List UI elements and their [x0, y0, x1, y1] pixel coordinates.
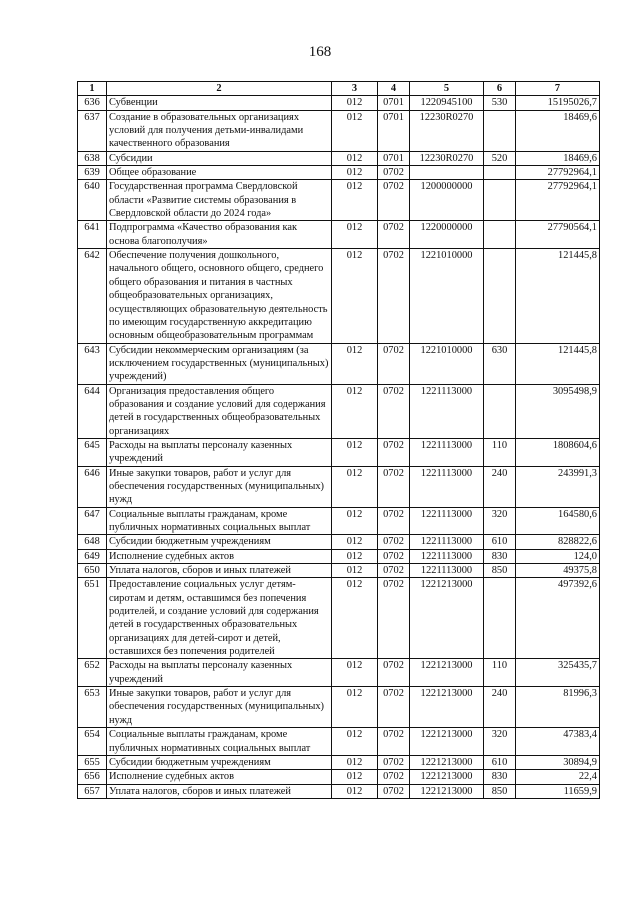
expense-name-cell: Социальные выплаты гражданам, кроме публичных нормативных социальных выплат [107, 728, 332, 756]
row-number-cell: 645 [78, 438, 107, 466]
table-header-row [78, 82, 600, 96]
row-number-cell: 646 [78, 466, 107, 507]
table-row [78, 249, 600, 343]
ministry-code-cell: 012 [332, 687, 378, 728]
section-code-cell: 0702 [378, 343, 410, 384]
amount-cell: 325435,7 [516, 659, 600, 687]
column-header: 5 [410, 82, 484, 96]
target-code-cell: 1221213000 [410, 578, 484, 659]
expense-type-cell [484, 221, 516, 249]
amount-cell: 164580,6 [516, 507, 600, 535]
target-code-cell: 1220000000 [410, 221, 484, 249]
table-row [78, 343, 600, 384]
expense-name-cell: Субсидии бюджетным учреждениям [107, 535, 332, 549]
expense-type-cell [484, 166, 516, 180]
row-number-cell: 649 [78, 549, 107, 563]
target-code-cell: 1221010000 [410, 249, 484, 343]
expense-name-cell: Социальные выплаты гражданам, кроме публичных нормативных социальных выплат [107, 507, 332, 535]
table-row [78, 166, 600, 180]
target-code-cell: 1221213000 [410, 770, 484, 784]
amount-cell: 243991,3 [516, 466, 600, 507]
section-code-cell: 0702 [378, 755, 410, 769]
ministry-code-cell: 012 [332, 755, 378, 769]
expense-name-cell: Организация предоставления общего образования и создание условий для содержания детей в государственных общеобразовательных организациях [107, 384, 332, 438]
section-code-cell: 0702 [378, 466, 410, 507]
section-code-cell: 0702 [378, 438, 410, 466]
ministry-code-cell: 012 [332, 166, 378, 180]
ministry-code-cell: 012 [332, 151, 378, 165]
expense-name-cell: Иные закупки товаров, работ и услуг для обеспечения государственных (муниципальных) нужд [107, 687, 332, 728]
ministry-code-cell: 012 [332, 466, 378, 507]
section-code-cell: 0702 [378, 535, 410, 549]
expense-type-cell: 830 [484, 770, 516, 784]
expense-name-cell: Уплата налогов, сборов и иных платежей [107, 564, 332, 578]
expense-name-cell: Создание в образовательных организациях условий для получения детьми-инвалидами качественного образования [107, 110, 332, 151]
amount-cell: 47383,4 [516, 728, 600, 756]
amount-cell: 81996,3 [516, 687, 600, 728]
table-row [78, 659, 600, 687]
section-code-cell: 0702 [378, 770, 410, 784]
table-row [78, 687, 600, 728]
ministry-code-cell: 012 [332, 770, 378, 784]
row-number-cell: 643 [78, 343, 107, 384]
target-code-cell: 1221113000 [410, 564, 484, 578]
row-number-cell: 653 [78, 687, 107, 728]
amount-cell: 828822,6 [516, 535, 600, 549]
section-code-cell: 0702 [378, 384, 410, 438]
ministry-code-cell: 012 [332, 180, 378, 221]
ministry-code-cell: 012 [332, 507, 378, 535]
row-number-cell: 648 [78, 535, 107, 549]
expense-name-cell: Предоставление социальных услуг детям-сиротам и детям, оставшимся без попечения родителей, и создание условий для содержания детей в государственных образовательных организациях для детей-сирот и детей, оставшихся без попечения родителей [107, 578, 332, 659]
ministry-code-cell: 012 [332, 564, 378, 578]
section-code-cell: 0702 [378, 564, 410, 578]
expense-name-cell: Субвенции [107, 96, 332, 110]
target-code-cell: 1221213000 [410, 728, 484, 756]
column-header: 3 [332, 82, 378, 96]
expense-type-cell: 240 [484, 687, 516, 728]
expense-type-cell: 320 [484, 507, 516, 535]
expense-name-cell: Субсидии некоммерческим организациям (за исключением государственных (муниципальных) учреждений) [107, 343, 332, 384]
ministry-code-cell: 012 [332, 343, 378, 384]
column-header: 2 [107, 82, 332, 96]
section-code-cell: 0702 [378, 549, 410, 563]
expense-type-cell: 240 [484, 466, 516, 507]
table-row [78, 535, 600, 549]
expense-type-cell [484, 110, 516, 151]
amount-cell: 27792964,1 [516, 180, 600, 221]
ministry-code-cell: 012 [332, 221, 378, 249]
amount-cell: 1808604,6 [516, 438, 600, 466]
section-code-cell: 0702 [378, 249, 410, 343]
table-row [78, 180, 600, 221]
expense-name-cell: Субсидии [107, 151, 332, 165]
table-row [78, 770, 600, 784]
expense-type-cell: 850 [484, 784, 516, 798]
budget-table [77, 81, 600, 799]
row-number-cell: 637 [78, 110, 107, 151]
amount-cell: 22,4 [516, 770, 600, 784]
ministry-code-cell: 012 [332, 438, 378, 466]
table-row [78, 96, 600, 110]
target-code-cell: 1221113000 [410, 549, 484, 563]
column-header: 6 [484, 82, 516, 96]
amount-cell: 30894,9 [516, 755, 600, 769]
row-number-cell: 651 [78, 578, 107, 659]
table-body [78, 96, 600, 799]
target-code-cell: 1221113000 [410, 438, 484, 466]
row-number-cell: 647 [78, 507, 107, 535]
row-number-cell: 639 [78, 166, 107, 180]
expense-type-cell: 110 [484, 438, 516, 466]
row-number-cell: 652 [78, 659, 107, 687]
amount-cell: 121445,8 [516, 343, 600, 384]
section-code-cell: 0702 [378, 578, 410, 659]
ministry-code-cell: 012 [332, 96, 378, 110]
expense-type-cell [484, 578, 516, 659]
row-number-cell: 642 [78, 249, 107, 343]
row-number-cell: 657 [78, 784, 107, 798]
row-number-cell: 638 [78, 151, 107, 165]
expense-name-cell: Расходы на выплаты персоналу казенных учреждений [107, 438, 332, 466]
row-number-cell: 655 [78, 755, 107, 769]
section-code-cell: 0702 [378, 507, 410, 535]
section-code-cell: 0702 [378, 659, 410, 687]
target-code-cell: 12230R0270 [410, 110, 484, 151]
target-code-cell: 1220945100 [410, 96, 484, 110]
column-header: 4 [378, 82, 410, 96]
row-number-cell: 641 [78, 221, 107, 249]
expense-name-cell: Государственная программа Свердловской области «Развитие системы образования в Свердловской области до 2024 года» [107, 180, 332, 221]
target-code-cell: 1221213000 [410, 784, 484, 798]
target-code-cell: 1221213000 [410, 755, 484, 769]
page-number: 168 [308, 44, 332, 60]
target-code-cell: 1221113000 [410, 535, 484, 549]
target-code-cell: 1200000000 [410, 180, 484, 221]
amount-cell: 27792964,1 [516, 166, 600, 180]
table-row [78, 221, 600, 249]
amount-cell: 3095498,9 [516, 384, 600, 438]
ministry-code-cell: 012 [332, 249, 378, 343]
ministry-code-cell: 012 [332, 110, 378, 151]
table-row [78, 151, 600, 165]
section-code-cell: 0702 [378, 221, 410, 249]
expense-type-cell: 110 [484, 659, 516, 687]
row-number-cell: 640 [78, 180, 107, 221]
expense-name-cell: Иные закупки товаров, работ и услуг для обеспечения государственных (муниципальных) нужд [107, 466, 332, 507]
section-code-cell: 0702 [378, 784, 410, 798]
table-row [78, 784, 600, 798]
row-number-cell: 644 [78, 384, 107, 438]
ministry-code-cell: 012 [332, 659, 378, 687]
amount-cell: 11659,9 [516, 784, 600, 798]
expense-name-cell: Обеспечение получения дошкольного, начального общего, основного общего, среднего общего образования и питания в частных общеобразовательных организациях, осуществляющих образовательную деятельность по имеющим государственную аккредитацию основным общеобразовательным программам [107, 249, 332, 343]
amount-cell: 15195026,7 [516, 96, 600, 110]
expense-type-cell: 830 [484, 549, 516, 563]
expense-name-cell: Исполнение судебных актов [107, 770, 332, 784]
table-row [78, 755, 600, 769]
ministry-code-cell: 012 [332, 784, 378, 798]
target-code-cell: 1221113000 [410, 384, 484, 438]
expense-type-cell: 850 [484, 564, 516, 578]
expense-name-cell: Уплата налогов, сборов и иных платежей [107, 784, 332, 798]
ministry-code-cell: 012 [332, 549, 378, 563]
row-number-cell: 656 [78, 770, 107, 784]
expense-type-cell: 520 [484, 151, 516, 165]
expense-type-cell [484, 249, 516, 343]
expense-name-cell: Подпрограмма «Качество образования как основа благополучия» [107, 221, 332, 249]
expense-name-cell: Исполнение судебных актов [107, 549, 332, 563]
expense-type-cell: 530 [484, 96, 516, 110]
section-code-cell: 0702 [378, 180, 410, 221]
amount-cell: 18469,6 [516, 110, 600, 151]
table-row [78, 466, 600, 507]
table-row [78, 549, 600, 563]
expense-type-cell [484, 180, 516, 221]
column-header: 7 [516, 82, 600, 96]
section-code-cell: 0702 [378, 166, 410, 180]
section-code-cell: 0701 [378, 96, 410, 110]
column-header: 1 [78, 82, 107, 96]
target-code-cell: 1221113000 [410, 466, 484, 507]
row-number-cell: 654 [78, 728, 107, 756]
row-number-cell: 636 [78, 96, 107, 110]
amount-cell: 497392,6 [516, 578, 600, 659]
target-code-cell: 1221213000 [410, 659, 484, 687]
ministry-code-cell: 012 [332, 384, 378, 438]
table-row [78, 110, 600, 151]
target-code-cell [410, 166, 484, 180]
section-code-cell: 0702 [378, 687, 410, 728]
section-code-cell: 0702 [378, 728, 410, 756]
expense-type-cell [484, 384, 516, 438]
amount-cell: 49375,8 [516, 564, 600, 578]
table-row [78, 728, 600, 756]
table-row [78, 438, 600, 466]
section-code-cell: 0701 [378, 151, 410, 165]
expense-name-cell: Расходы на выплаты персоналу казенных учреждений [107, 659, 332, 687]
table-row [78, 564, 600, 578]
amount-cell: 124,0 [516, 549, 600, 563]
target-code-cell: 12230R0270 [410, 151, 484, 165]
amount-cell: 121445,8 [516, 249, 600, 343]
expense-name-cell: Общее образование [107, 166, 332, 180]
section-code-cell: 0701 [378, 110, 410, 151]
expense-type-cell: 630 [484, 343, 516, 384]
expense-type-cell: 320 [484, 728, 516, 756]
ministry-code-cell: 012 [332, 535, 378, 549]
expense-type-cell: 610 [484, 535, 516, 549]
ministry-code-cell: 012 [332, 728, 378, 756]
ministry-code-cell: 012 [332, 578, 378, 659]
expense-type-cell: 610 [484, 755, 516, 769]
expense-name-cell: Субсидии бюджетным учреждениям [107, 755, 332, 769]
table-row [78, 507, 600, 535]
table-row [78, 384, 600, 438]
amount-cell: 27790564,1 [516, 221, 600, 249]
target-code-cell: 1221010000 [410, 343, 484, 384]
table-row [78, 578, 600, 659]
target-code-cell: 1221113000 [410, 507, 484, 535]
amount-cell: 18469,6 [516, 151, 600, 165]
target-code-cell: 1221213000 [410, 687, 484, 728]
row-number-cell: 650 [78, 564, 107, 578]
